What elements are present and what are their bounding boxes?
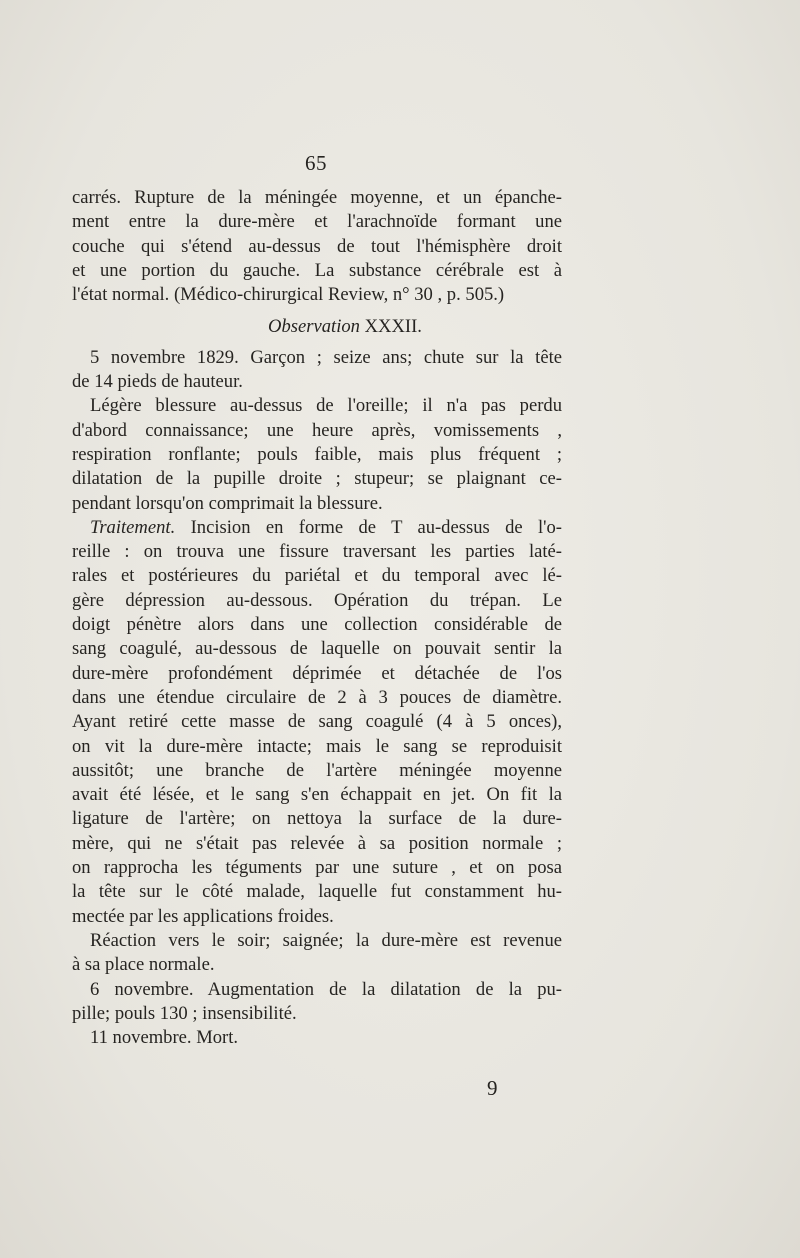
text-line: pille; pouls 130 ; insensibilité. [72,1002,297,1024]
text-line: de 14 pieds de hauteur. [72,371,243,393]
text-line: pendant lorsqu'on comprimait la blessure. [72,492,383,514]
paragraph-reaction [72,929,562,978]
text-line: avait été lésée, et le sang s'en échappait en jet. On fit la [72,784,562,806]
text-line: 11 novembre. Mort. [90,1027,239,1049]
text-line: et une portion du gauche. La substance cérébrale est à [72,259,562,281]
text-line: sang coagulé, au-dessous de laquelle on pouvait sentir la [72,638,562,660]
paragraph-nov11 [72,1026,562,1050]
observation-heading [72,315,562,339]
text-line: Réaction vers le soir; saignée; la dure-mère est revenue [90,929,562,951]
paragraph-nov6 [72,978,562,1027]
text-line: à sa place normale. [72,954,215,976]
text-line: 5 novembre 1829. Garçon ; seize ans; chute sur la tête [90,346,562,368]
text-line: respiration ronflante; pouls faible, mais plus fréquent ; [72,443,562,465]
page-text [72,186,562,1050]
text-line: ment entre la dure-mère et l'arachnoïde formant une [72,211,562,233]
text-line: couche qui s'étend au-dessus de tout l'hémisphère droit [72,235,562,257]
text-line: mère, qui ne s'était pas relevée à sa position normale ; [72,832,562,854]
text-line: doigt pénètre alors dans une collection considérable de [72,614,562,636]
text-line: dure-mère profondément déprimée et détachée de l'os [72,662,562,684]
text-line: Ayant retiré cette masse de sang coagulé (4 à 5 onces), [72,711,562,733]
paragraph-intro [72,186,562,307]
text-line: ligature de l'artère; on nettoya la surface de la dure- [72,808,562,830]
text-line: d'abord connaissance; une heure après, vomissements , [72,419,562,441]
text-line: on rapprocha les téguments par une suture , et on posa [72,857,562,879]
text-line [72,516,562,540]
observation-label: Observation [268,316,360,338]
paragraph-symptoms [72,394,562,515]
text-line: 6 novembre. Augmentation de la dilatation de la pu- [90,978,562,1000]
paragraph-date [72,346,562,395]
text-line: dans une étendue circulaire de 2 à 3 pouces de diamètre. [72,686,562,708]
treatment-label: Traitement. [90,516,176,538]
text-line: carrés. Rupture de la méningée moyenne, et un épanche- [72,187,562,208]
text-line: Légère blessure au-dessus de l'oreille; il n'a pas perdu [90,395,562,417]
paragraph-treatment [72,516,562,929]
text-line: aussitôt; une branche de l'artère méningée moyenne [72,759,562,781]
text-line: dilatation de la pupille droite ; stupeur; se plaignant ce- [72,468,562,490]
signature-mark: 9 [487,1076,498,1100]
text-line: la tête sur le côté malade, laquelle fut constamment hu- [72,881,562,903]
observation-number: XXXII. [364,316,422,338]
text-line: reille : on trouva une fissure traversant les parties laté- [72,541,562,563]
text-line: on vit la dure-mère intacte; mais le sang se reproduisit [72,735,562,757]
text-line-rest: Incision en forme de T au-dessus de l'o- [175,516,562,538]
text-line: mectée par les applications froides. [72,905,334,927]
text-line: rales et postérieures du pariétal et du temporal avec lé- [72,565,562,587]
text-line: l'état normal. (Médico-chirurgical Review, n° 30 , p. 505.) [72,284,505,306]
text-line: gère dépression au-dessous. Opération du trépan. Le [72,589,562,611]
page-number: 65 [305,151,327,175]
